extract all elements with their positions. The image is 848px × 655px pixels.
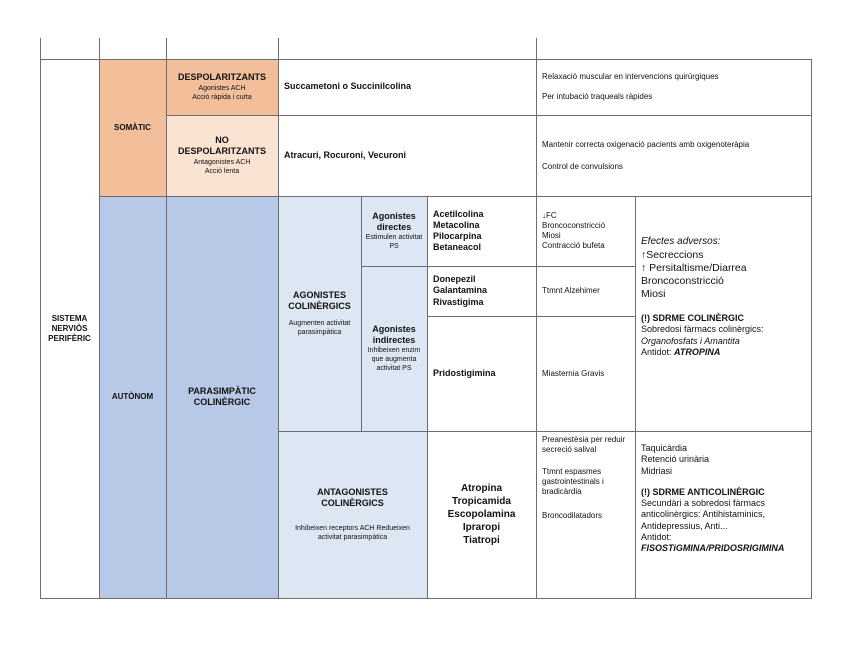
- grid-line: [361, 196, 362, 431]
- indirectes-use1: Ttmnt Alzehimer: [542, 286, 600, 295]
- depol-drugs-cell: [278, 59, 536, 115]
- sdrme-anticolinergic-line: anticolinèrgics: Antihistaminics,: [641, 509, 766, 520]
- sdrme-colinergic-line: Organofosfats i Amantita: [641, 335, 740, 346]
- adversos-item: Broncoconstricció: [641, 274, 724, 287]
- grid-line: [427, 316, 635, 317]
- anti-antidot-value: FISOSTiGMINA/PRIDOSRIGIMINA: [641, 543, 785, 553]
- grid-line: [99, 196, 812, 197]
- nodepol-use: Control de convulsions: [542, 161, 623, 171]
- autonom-label-cell: [99, 196, 166, 598]
- antagonistes-drug: Tiatropi: [463, 535, 500, 546]
- directes-effects-cell: [536, 196, 635, 266]
- agonistes-title: AGONISTES COLINÈRGICS: [288, 290, 351, 312]
- depol-title: DESPOLARITZANTS: [177, 72, 266, 83]
- adversos-title: Efectes adversos:: [641, 236, 721, 247]
- directes-effect: Miosi: [542, 231, 561, 240]
- depol-uses-cell: [536, 59, 812, 115]
- antagonistes-use: Ttmnt espasmes gastrointestinals i bradicàrdia: [542, 467, 604, 496]
- directes-drug: Metacolina: [433, 219, 480, 230]
- adversos-item: ↑Secreccions: [641, 248, 704, 261]
- indirectes-drugs2-cell: [427, 316, 536, 431]
- nodepol-line2: Acció lenta: [204, 167, 240, 175]
- sdrme-anticolinergic-line: Secundàri a sobredosi fàrmacs: [641, 498, 766, 508]
- antagonistes-effect: Retenció urinària: [641, 454, 710, 465]
- sistema-label-cell: [40, 59, 99, 598]
- nodepol-use: Mantenir correcta oxigenació pacients amb oxigenoteràpia: [542, 139, 750, 149]
- depol-use: Relaxació muscular en intervencions quirúrgiques: [542, 72, 719, 81]
- adversos-item: Miosi: [641, 287, 666, 300]
- directes-desc: Estimulen activitat PS: [365, 234, 423, 251]
- grid-line: [40, 59, 812, 60]
- nodepol-drugs-cell: [278, 115, 536, 196]
- nodepol-title1: NO: [215, 135, 229, 146]
- depol-cell: [166, 59, 278, 115]
- adversos-item: ↑ Persitaltisme/Diarrea: [641, 261, 747, 274]
- grid-line: [278, 431, 812, 432]
- antagonistes-cell: [278, 431, 427, 598]
- nodepol-title2: DESPOLARITZANTS: [177, 146, 266, 157]
- indirectes-cell: [361, 266, 427, 431]
- sistema-label: SISTEMA NERVIÒS PERIFÈRIC: [48, 313, 91, 343]
- grid-line: [99, 38, 100, 599]
- nodepol-line1: Antagonistes ACH: [193, 158, 251, 166]
- directes-drug: Acetilcolina: [433, 208, 484, 219]
- antagonistes-title: ANTAGONISTES COLINÈRGICS: [317, 487, 388, 509]
- somatic-label-cell: [99, 59, 166, 196]
- grid-line: [361, 266, 635, 267]
- directes-drug: Pilocarpina: [433, 231, 482, 241]
- antagonistes-use: Broncodilatadors: [542, 511, 603, 520]
- indirectes-drug2: Pridostigimina: [433, 367, 496, 378]
- sdrme-anticolinergic-title: (!) SDRME ANTICOLINÈRGIC: [641, 486, 765, 497]
- grid-line: [536, 38, 537, 599]
- directes-effect: Contracció bufeta: [542, 241, 605, 250]
- antagonistes-effect: Midriasi: [641, 465, 673, 476]
- sdrme-anticolinergic-line: Antidepressius, Anti...: [641, 520, 728, 531]
- directes-effect: Broncoconstricció: [542, 221, 606, 230]
- indirectes-title: Agonistes indirectes: [372, 323, 416, 345]
- grid-line: [811, 59, 812, 599]
- nodepol-cell: [166, 115, 278, 196]
- antagonistes-effects-cell: [635, 431, 812, 598]
- depol-use: Per intubació traqueals ràpides: [542, 92, 653, 101]
- indirectes-use2: Miasternia Gravis: [542, 368, 605, 378]
- antagonistes-drug: Tropicamida: [452, 496, 511, 507]
- anti-antidot-label: Antidot:: [641, 531, 672, 542]
- antidot-label: Antidot:: [641, 346, 672, 357]
- indirectes-use2-cell: [536, 316, 635, 431]
- directes-effect: ↓FC: [542, 211, 557, 220]
- depol-line2: Acció ràpida i curta: [192, 93, 252, 101]
- antagonistes-drug: Escopolamina: [447, 509, 516, 520]
- grid-line: [166, 115, 812, 116]
- sdrme-colinergic-line: Sobredosi fàrmacs colinèrgics:: [641, 324, 764, 335]
- directes-cell: [361, 196, 427, 266]
- grid-line: [40, 598, 812, 599]
- nodepol-uses-cell: [536, 115, 812, 196]
- indirectes-drug: Galantamina: [433, 285, 488, 296]
- directes-title: Agonistes directes: [372, 210, 416, 232]
- antidot-line: [641, 347, 806, 358]
- antagonistes-use: Preanestèsia per reduir secreció salival: [542, 435, 626, 454]
- directes-drugs-cell: [427, 196, 536, 266]
- antagonistes-desc: Inhibeixen receptors ACH Redueixen activitat parasimpàtica: [295, 524, 410, 541]
- indirectes-drug: Donepezil: [433, 274, 476, 285]
- antagonistes-drugs-cell: [427, 431, 536, 598]
- parasimpatic-label: PARASIMPÀTIC COLINÈRGIC: [188, 385, 256, 407]
- nodepol-drugs: Atracuri, Rocuroni, Vecuroni: [284, 149, 407, 160]
- grid-line: [166, 38, 167, 599]
- antagonistes-drug: Ipraropi: [462, 522, 501, 533]
- antagonistes-effect: Taquicàrdia: [641, 443, 688, 453]
- antidot-value: ATROPINA: [674, 346, 721, 357]
- indirectes-drugs1-cell: [427, 266, 536, 316]
- grid-line: [635, 196, 636, 599]
- adversos-cell: [635, 196, 812, 431]
- indirectes-use1-cell: [536, 266, 635, 316]
- antagonistes-uses-cell: [536, 431, 635, 598]
- grid-line: [40, 38, 41, 599]
- depol-drugs: Succametoni o Succinilcolina: [284, 81, 412, 92]
- agonistes-desc: Augmenten activitat parasimpàtica: [288, 319, 351, 336]
- parasimpatic-cell: [166, 196, 278, 598]
- indirectes-drug: Rivastigima: [433, 296, 484, 307]
- agonistes-cell: [278, 196, 361, 431]
- autonom-label: AUTÒNOM: [111, 392, 154, 401]
- somatic-label: SOMÀTIC: [114, 122, 151, 132]
- depol-line1: Agonistes ACH: [198, 84, 246, 92]
- directes-drug: Betaneacol: [433, 242, 482, 253]
- grid-line: [278, 38, 279, 599]
- indirectes-desc: Inhibeixen enzim que augmenta activitat PS: [367, 347, 421, 373]
- sdrme-colinergic-title: (!) SDRME COLINÈRGIC: [641, 313, 744, 323]
- antagonistes-drug: Atropina: [460, 483, 503, 494]
- grid-line: [427, 196, 428, 599]
